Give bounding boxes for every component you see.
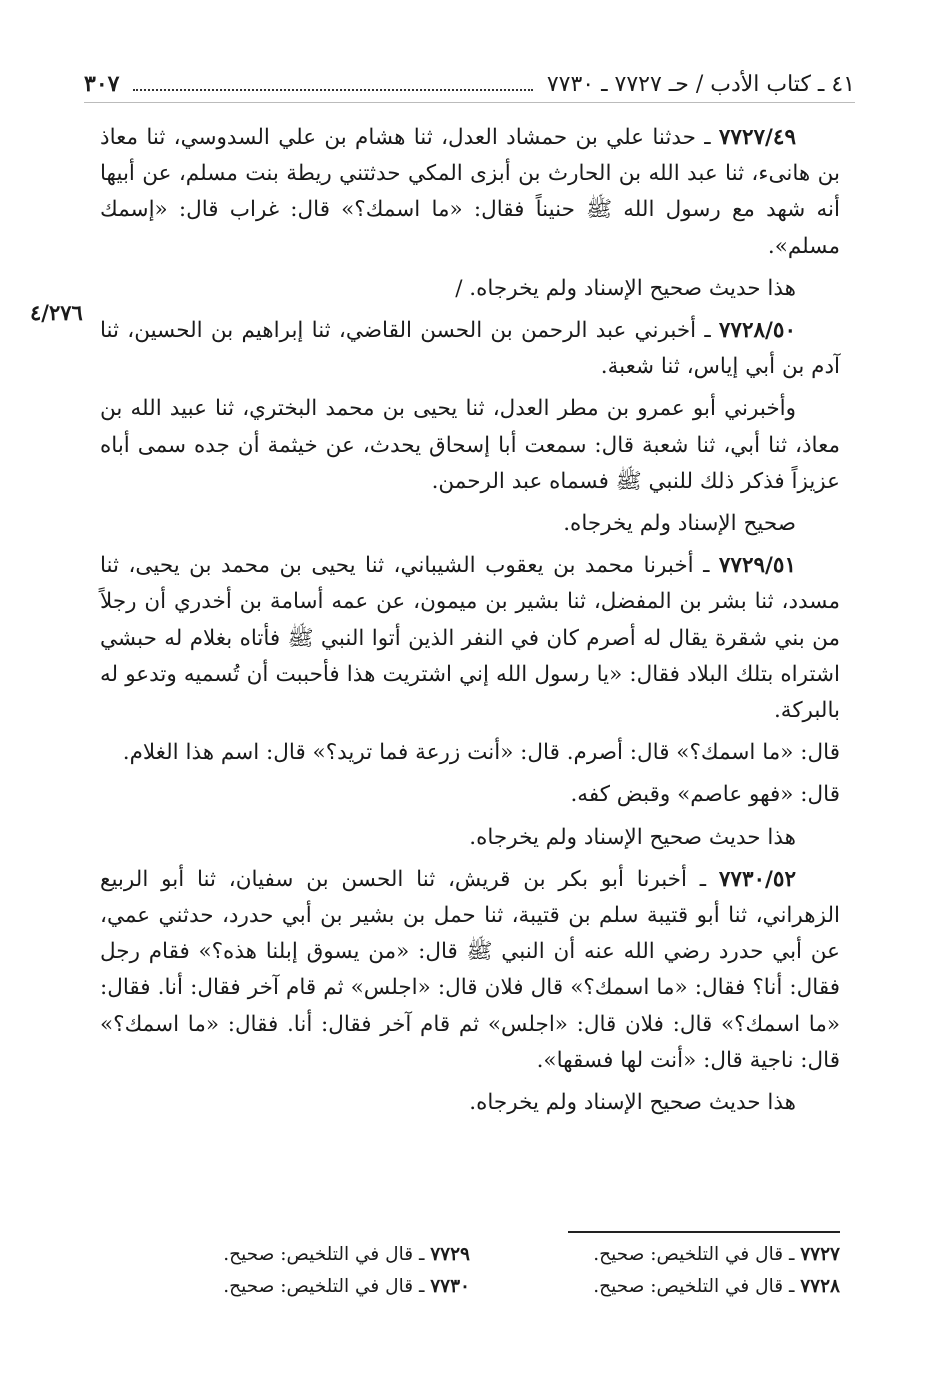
margin-volume-reference: ٤/٢٧٦ — [30, 300, 83, 325]
hadith-verdict: هذا حديث صحيح الإسناد ولم يخرجاه. / — [455, 275, 796, 301]
running-head — [84, 66, 855, 103]
footnote-item — [470, 1242, 840, 1268]
hadith-text: ـ حدثنا علي بن حمشاد العدل، ثنا هشام بن علي السدوسي، ثنا معاذ بن هانىء، ثنا عبد الله بن الحارث بن أبزى المكي حدثتني ريطة بنت مسلم، عن أبيها أنه شهد مع رسول الله ﷺ حنيناً فقال: «ما اسمك؟» قال: غراب قال: «إسمك مسلم». — [100, 125, 840, 259]
footnote-item — [100, 1242, 470, 1268]
hadith-7729-continuation: قال: «فهو عاصم» وقبض كفه. — [570, 782, 840, 808]
footnote-number: ٧٧٢٩ — [430, 1244, 470, 1265]
hadith-7729-continuation: قال: «ما اسمك؟» قال: أصرم. قال: «أنت زرعة فما تريد؟» قال: اسم هذا الغلام. — [122, 740, 840, 766]
hadith-number: ٧٧٢٩/٥١ — [718, 553, 796, 579]
main-text — [100, 120, 840, 1127]
hadith-text: ـ أخبرنا محمد بن يعقوب الشيباني، ثنا يحيى بن محمد بن يحيى، ثنا مسدد، ثنا بشر بن المفضل، ثنا بشير بن ميمون، عن عمه أسامة بن أخدري أن رجلاً من بني شقرة يقال له أصرم كان في النفر الذين أتوا النبي ﷺ فأتاه بغلام له حبشي اشتراه بتلك البلاد فقال: «يا رسول الله إني اشتريت هذا فأحببت أن تُسميه وتدعو له بالبركة. — [100, 553, 840, 724]
page-number: ٣٠٧ — [84, 71, 120, 97]
hadith-number: ٧٧٢٨/٥٠ — [718, 318, 796, 344]
hadith-number: ٧٧٢٧/٤٩ — [718, 125, 796, 150]
footnote-number: ٧٧٢٧ — [800, 1244, 840, 1265]
hadith-verdict: هذا حديث صحيح الإسناد ولم يخرجاه. — [469, 824, 796, 850]
hadith-7728 — [100, 313, 840, 385]
hadith-7727 — [100, 120, 840, 265]
hadith-7728-second-chain: وأخبرني أبو عمرو بن مطر العدل، ثنا يحيى بن محمد البختري، ثنا عبيد الله بن معاذ، ثنا أبي، ثنا شعبة قال: سمعت أبا إسحاق يحدث، عن خيثمة أن جده سمى أباه عزيزاً فذكر ذلك للنبي ﷺ فسماه عبد الرحمن. — [100, 396, 840, 494]
hadith-text: ـ أخبرني عبد الرحمن بن الحسن القاضي، ثنا إبراهيم بن الحسين، ثنا آدم بن أبي إياس، ثنا شعبة. — [100, 318, 840, 380]
footnote-number: ٧٧٣٠ — [430, 1276, 470, 1297]
footnote-text: ـ قال في التلخيص: صحيح. — [593, 1276, 801, 1297]
hadith-text: ـ أخبرنا أبو بكر بن قريش، ثنا الحسن بن سفيان، ثنا أبو الربيع الزهراني، ثنا أبو قتيبة سلم بن قتيبة، ثنا حمل بن بشير بن أبي حدرد، حدثني عمي، عن أبي حدرد رضي الله عنه أن النبي ﷺ قال: «من يسوق إبلنا هذه؟» فقام رجل فقال: أنا؟ فقال: «ما اسمك؟» قال فلان قال: «اجلس» ثم قام آخر فقال: أنا. فقال: «ما اسمك؟» قال: فلان قال: «اجلس» ثم قام آخر فقال: أنا. فقال: «ما اسمك؟» قال: ناجية قال: «أنت لها فسقها». — [100, 866, 840, 1073]
footnote-text: ـ قال في التلخيص: صحيح. — [223, 1276, 431, 1297]
chapter-title: ٤١ ـ كتاب الأدب / حـ ٧٧٢٧ ـ ٧٧٣٠ — [546, 71, 855, 97]
footnote-number: ٧٧٢٨ — [800, 1276, 840, 1297]
footnote-item — [470, 1274, 840, 1300]
hadith-7730 — [100, 862, 840, 1079]
hadith-verdict: صحيح الإسناد ولم يخرجاه. — [563, 511, 796, 537]
footnote-item — [100, 1274, 470, 1300]
footnote-separator — [568, 1231, 840, 1233]
hadith-7729 — [100, 548, 840, 729]
footnote-text: ـ قال في التلخيص: صحيح. — [223, 1244, 431, 1265]
dotted-leader — [133, 77, 532, 91]
footnotes — [100, 1242, 840, 1300]
footnote-text: ـ قال في التلخيص: صحيح. — [593, 1244, 801, 1265]
hadith-number: ٧٧٣٠/٥٢ — [718, 866, 796, 892]
hadith-verdict: هذا حديث صحيح الإسناد ولم يخرجاه. — [469, 1090, 796, 1116]
